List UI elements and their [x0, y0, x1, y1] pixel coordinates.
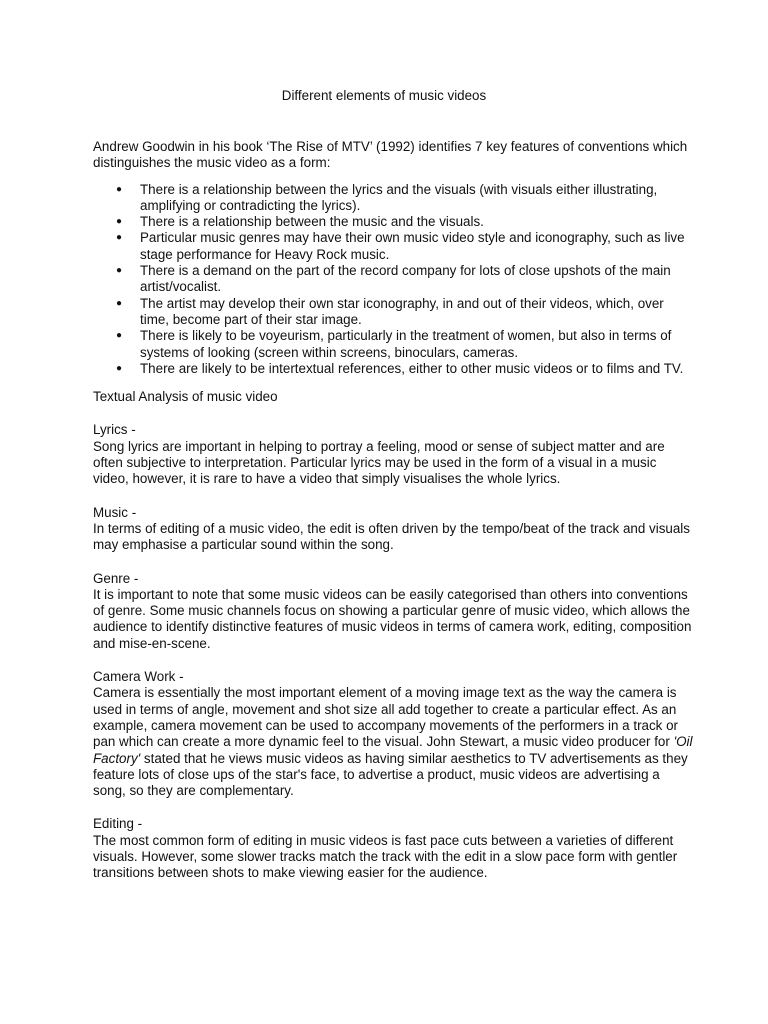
lyrics-paragraph: Song lyrics are important in helping to portray a feeling, mood or sense of subject matter and are often subjective to interpretation. Particular lyrics may be used in the form of a visual in a music video, however, it is rare to have a video that simply visualises the whole lyrics.: [93, 438, 665, 487]
camera-text-part-1: Camera is essentially the most important element of a moving image text as the way the camera is used in terms of angle, movement and shot size all add together to create a particular effect. As an example, camera movement can be used to accompany movements of the performers in a track or pan which can create a more dynamic feel to the visual. John Stewart, a music video producer for: [93, 685, 678, 750]
editing-section: [93, 816, 693, 881]
camera-text-part-2: stated that he views music videos as having similar aesthetics to TV advertisements as they feature lots of close ups of the star's face, to advertise a product, music videos are advertising a song, so they are complementary.: [93, 750, 688, 799]
list-item-text: There is a demand on the part of the record company for lots of close upshots of the main artist/vocalist.: [140, 263, 671, 295]
bullet-icon: ●: [116, 297, 123, 309]
list-item-text: Particular music genres may have their own music video style and iconography, such as live stage performance for Heavy Rock music.: [140, 230, 685, 262]
section-subheading: Textual Analysis of music video: [93, 389, 278, 405]
list-item: [93, 263, 693, 296]
lyrics-section: [93, 422, 693, 487]
features-list: [93, 182, 693, 378]
music-heading: Music -: [93, 504, 137, 520]
genre-section: [93, 571, 693, 652]
list-item-text: There is a relationship between the music and the visuals.: [140, 214, 484, 230]
bullet-icon: ●: [116, 183, 123, 195]
editing-heading: Editing -: [93, 816, 143, 832]
bullet-icon: ●: [116, 362, 123, 374]
editing-paragraph: The most common form of editing in music videos is fast pace cuts between a varieties of different visuals. However, some slower tracks match the track with the edit in a slow pace form with gentler transitions between shots to make viewing easier for the audience.: [93, 832, 678, 881]
intro-paragraph: Andrew Goodwin in his book ‘The Rise of MTV’ (1992) identifies 7 key features of conventions which distinguishes the music video as a form:: [93, 139, 688, 171]
list-item: [93, 182, 693, 215]
music-section: [93, 505, 693, 554]
bullet-icon: ●: [116, 216, 123, 228]
music-paragraph: In terms of editing of a music video, the edit is often driven by the tempo/beat of the track and visuals may emphasise a particular sound within the song.: [93, 520, 690, 553]
camera-work-section: [93, 669, 693, 799]
document-title: Different elements of music videos: [281, 88, 487, 103]
camera-work-paragraph: [93, 685, 693, 799]
oil-factory-title: 'Oil Factory': [93, 734, 693, 766]
document-body: [93, 139, 693, 899]
list-item-text: There are likely to be intertextual references, either to other music videos or to films and TV.: [140, 360, 684, 376]
list-item-text: The artist may develop their own star iconography, in and out of their videos, which, over time, become part of their star image.: [140, 295, 664, 327]
bullet-icon: ●: [116, 232, 123, 244]
genre-heading: Genre -: [93, 570, 139, 586]
lyrics-heading: Lyrics -: [93, 422, 136, 438]
bullet-icon: ●: [116, 330, 123, 342]
bullet-icon: ●: [116, 265, 123, 277]
list-item: [93, 328, 693, 361]
list-item: [93, 230, 693, 263]
list-item-text: There is likely to be voyeurism, particularly in the treatment of women, but also in terms of systems of looking (screen within screens, binoculars, cameras.: [140, 328, 672, 360]
list-item: [93, 214, 693, 230]
list-item-text: There is a relationship between the lyrics and the visuals (with visuals either illustrating, amplifying or contradicting the lyrics).: [140, 181, 658, 213]
camera-work-heading: Camera Work -: [93, 669, 184, 685]
genre-paragraph: It is important to note that some music videos can be easily categorised than others into conventions of genre. Some music channels focus on showing a particular genre of music video, which allows the audience to identify distinctive features of music videos in terms of camera work, editing, composition and mise-en-scene.: [93, 586, 692, 651]
list-item: [93, 361, 693, 377]
list-item: [93, 296, 693, 329]
